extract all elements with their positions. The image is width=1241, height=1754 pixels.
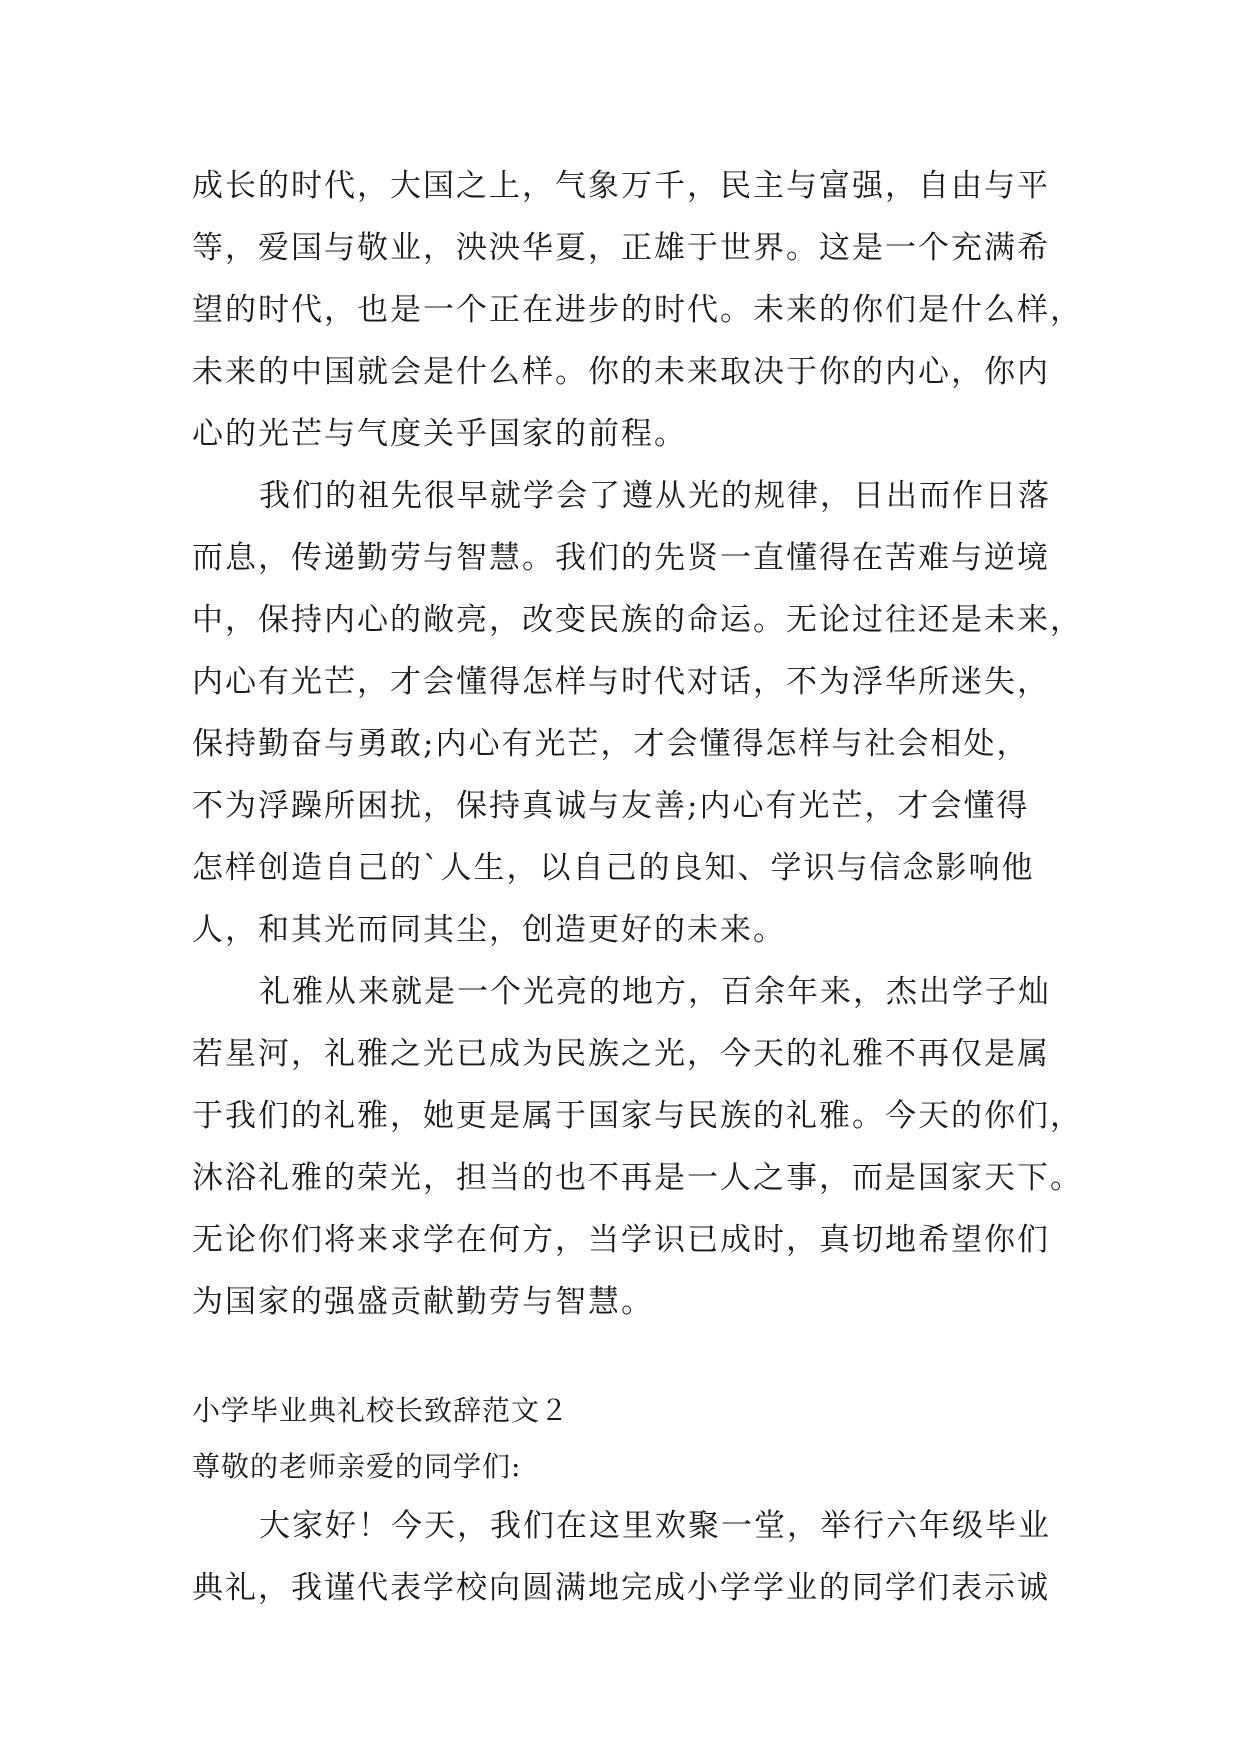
paragraph [192, 961, 1083, 1333]
document-body [192, 155, 1083, 1619]
text-line: 我们的祖先很早就学会了遵从光的规律，日出而作日落 [259, 478, 1051, 514]
text-line: 成长的时代，大国之上，气象万千，民主与富强，自由与平 [192, 168, 1050, 204]
text-line: 为国家的强盛贡献勤劳与智慧。 [192, 1284, 654, 1320]
text-line: 未来的中国就会是什么样。你的未来取决于你的内心，你内 [192, 354, 1050, 390]
text-line: 中，保持内心的敞亮，改变民族的命运。无论过往还是未来， [192, 602, 1083, 638]
text-line: 心的光芒与气度关乎国家的前程。 [192, 416, 687, 452]
text-line: 典礼，我谨代表学校向圆满地完成小学学业的同学们表示诚 [192, 1570, 1050, 1606]
text-line: 大家好！今天，我们在这里欢聚一堂，举行六年级毕业 [259, 1508, 1051, 1544]
section-spacer [192, 1333, 1052, 1383]
text-line: 等，爱国与敬业，泱泱华夏，正雄于世界。这是一个充满希 [192, 230, 1050, 266]
paragraph [192, 155, 1083, 465]
paragraph [192, 1495, 1052, 1619]
text-line: 于我们的礼雅，她更是属于国家与民族的礼雅。今天的你们， [192, 1098, 1083, 1134]
section-title: 小学毕业典礼校长致辞范文２ [192, 1394, 570, 1427]
text-line: 怎样创造自己的`人生，以自己的良知、学识与信念影响他 [192, 850, 1035, 886]
text-line: 若星河，礼雅之光已成为民族之光，今天的礼雅不再仅是属 [192, 1036, 1050, 1072]
text-line: 人，和其光而同其尘，创造更好的未来。 [192, 912, 786, 948]
text-line: 礼雅从来就是一个光亮的地方，百余年来，杰出学子灿 [259, 974, 1051, 1010]
salutation: 尊敬的老师亲爱的同学们: [192, 1450, 522, 1483]
text-line: 而息，传递勤劳与智慧。我们的先贤一直懂得在苦难与逆境 [192, 540, 1050, 576]
text-line: 不为浮躁所困扰，保持真诚与友善;内心有光芒，才会懂得 [192, 788, 1030, 824]
text-line: 内心有光芒，才会懂得怎样与时代对话，不为浮华所迷失， [192, 664, 1050, 700]
text-line: 望的时代，也是一个正在进步的时代。未来的你们是什么样， [192, 292, 1083, 328]
text-line: 沐浴礼雅的荣光，担当的也不再是一人之事，而是国家天下。 [192, 1160, 1083, 1196]
text-line: 无论你们将来求学在何方，当学识已成时，真切地希望你们 [192, 1222, 1050, 1258]
text-line: 保持勤奋与勇敢;内心有光芒，才会懂得怎样与社会相处， [192, 726, 1030, 762]
paragraph [192, 465, 1083, 961]
